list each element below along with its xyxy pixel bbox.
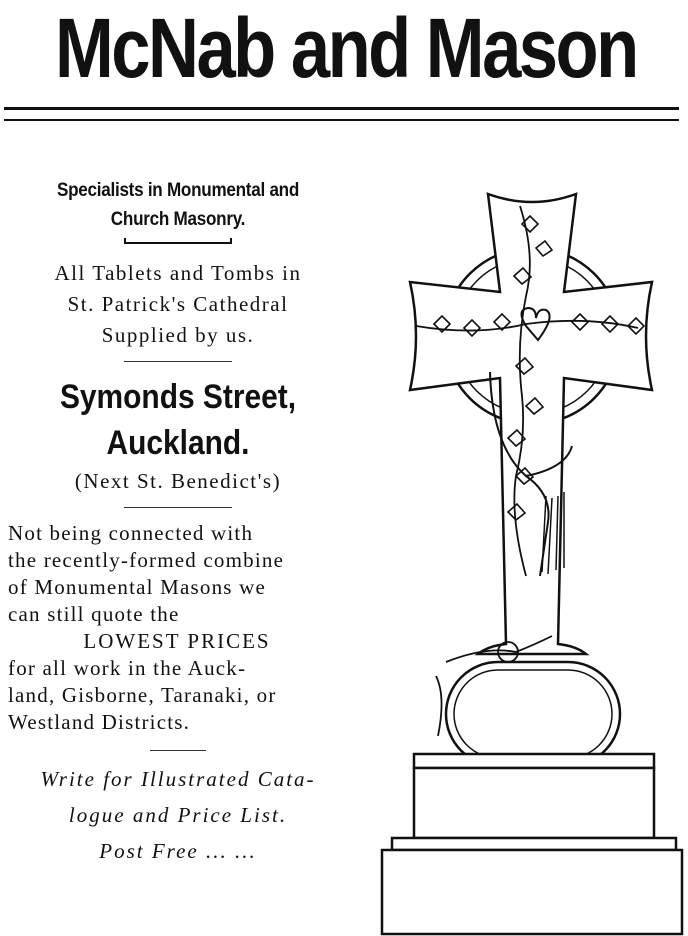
notice-line: land, Gisborne, Taranaki, or xyxy=(8,683,277,707)
notice-line: for all work in the Auck- xyxy=(8,656,247,680)
next-to-note: (Next St. Benedict's) xyxy=(74,469,282,493)
tablets-paragraph xyxy=(0,258,356,351)
notice-paragraph xyxy=(0,520,356,736)
ornament-rule xyxy=(124,242,232,244)
page-title: McNab and Mason xyxy=(55,1,637,95)
notice-line: can still quote the xyxy=(8,602,180,626)
pedestal-step-mid xyxy=(392,838,676,850)
celtic-cross-illustration xyxy=(376,176,688,936)
cross-outline xyxy=(410,194,652,654)
catalogue-line: Write for Illustrated Cata- xyxy=(40,767,316,791)
notice-line: the recently-formed combine xyxy=(8,548,285,572)
city-line: Auckland. xyxy=(106,424,250,462)
header-rule-thick xyxy=(4,107,679,110)
tablets-line: Supplied by us. xyxy=(101,323,255,347)
pedestal-step-top xyxy=(414,754,654,768)
street-address xyxy=(21,374,334,466)
street-line: Symonds Street, xyxy=(59,378,297,416)
divider xyxy=(124,361,232,362)
pedestal-base xyxy=(382,850,682,934)
header-rule-thin xyxy=(4,119,679,121)
pedestal-block xyxy=(414,768,654,838)
lowest-prices: LOWEST PRICES xyxy=(83,629,271,653)
notice-line: Not being connected with xyxy=(8,521,254,545)
divider xyxy=(124,507,232,508)
specialists-line: Church Masonry. xyxy=(110,209,246,230)
tablets-line: All Tablets and Tombs in xyxy=(54,261,302,285)
specialists-heading xyxy=(18,176,338,234)
catalogue-offer xyxy=(0,761,356,869)
divider xyxy=(150,750,206,751)
notice-line: of Monumental Masons we xyxy=(8,575,266,599)
notice-line: Westland Districts. xyxy=(8,710,191,734)
advert-text-column xyxy=(0,176,356,869)
catalogue-line: Post Free ... ... xyxy=(99,839,257,863)
specialists-line: Specialists in Monumental and xyxy=(56,180,300,201)
catalogue-line: logue and Price List. xyxy=(68,803,288,827)
tablets-line: St. Patrick's Cathedral xyxy=(67,292,289,316)
